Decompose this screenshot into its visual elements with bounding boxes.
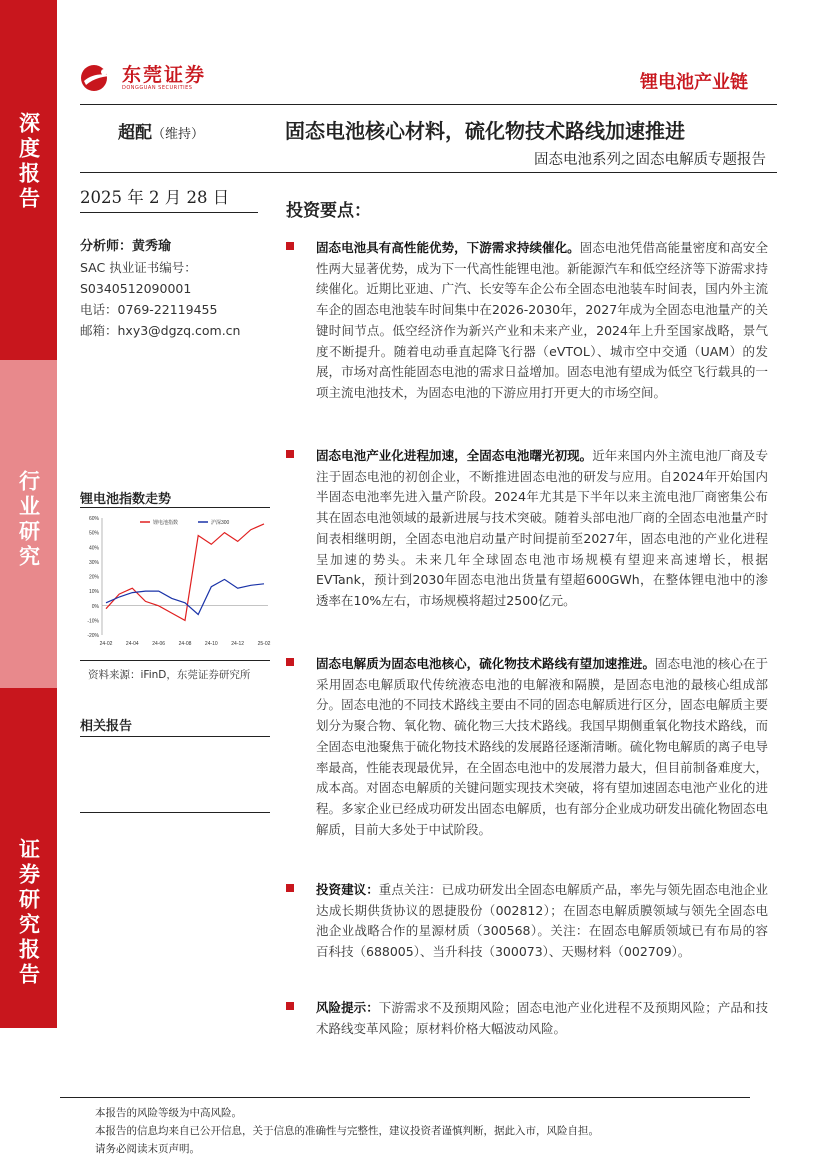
legend-label: 锂电池指数 (153, 520, 179, 526)
x-tick-label: 25-02 (257, 641, 271, 647)
analyst-email: 邮箱：hxy3@dgzq.com.cn (80, 323, 241, 338)
y-tick-label: -10% (87, 618, 99, 625)
chart-svg (80, 510, 273, 655)
x-tick-label: 24-04 (125, 641, 139, 647)
related-bottom-divider (80, 812, 270, 813)
point-industrialization (288, 446, 768, 612)
bullet-square-icon (286, 884, 294, 892)
point-body: 固态电池凭借高能量密度和高安全性两大显著优势，成为下一代高性能锂电池。新能源汽车和低空经济等下游需求持续催化。近期比亚迪、广汽、长安等车企公布全固态电池装车时间表，国内外主流车企的固态电池装车时间集中在2026-2030年，2027年成为全固态电池量产的关键时间节点。低空经济作为新兴产业和未来产业，2024年上升至国家战略，景气度不断提升。随着电动垂直起降飞行器（eVTOL）、城市空中交通（UAM）的发展，市场对高性能固态电池的需求日益增加。固态电池有望成为低空飞行载具的一项主流电池技术，为固态电池的下游应用打开更大的市场空间。 (316, 240, 768, 400)
footer-risk-level: 本报告的风险等级为中高风险。 (95, 1107, 242, 1119)
point-investment-advice (288, 880, 768, 963)
analyst-info (80, 236, 240, 341)
analyst-cert-label: SAC 执业证书编号： (80, 260, 197, 275)
sidebar-band-industry-research (0, 360, 57, 688)
y-tick-label: 30% (88, 559, 99, 566)
industry-rating (118, 118, 204, 143)
y-tick-label: -20% (87, 633, 99, 639)
chart-title: 锂电池指数走势 (80, 492, 172, 507)
date-divider (80, 212, 258, 213)
point-risk-warning (288, 998, 768, 1039)
sidebar-band-deep-report (0, 0, 57, 360)
point-body: 近年来国内外主流电池厂商及专注于固态电池的初创企业，不断推进固态电池的研发与应用。自2024年开始国内半固态电池率先进入量产阶段。2024年尤其是下半年以来主流电池厂商密集公布其在固态电池领域的最新进展与技术突破。随着头部电池厂商的全固态电池量产时间表相继明朗，全固态电池启动量产时间提前至2027年，固态电池的产业化进程呈加速的势头。未来几年全球固态电池市场规模有望迎来高速增长，根据EVTank，预计到2030年固态电池出货量有望超600GWh，在整体锂电池中的渗透率在10%左右，市场规模将超过2500亿元。 (316, 448, 768, 608)
point-lead: 固态电池具有高性能优势，下游需求持续催化。 (316, 240, 580, 255)
related-reports-title: 相关报告 (80, 719, 133, 734)
y-tick-label: 0% (91, 603, 99, 610)
sidebar-tag-securities-report: 证券研究报告 (16, 838, 41, 988)
bullet-square-icon (286, 1002, 294, 1010)
y-tick-label: 50% (88, 530, 99, 537)
footer-divider (60, 1097, 750, 1098)
bullet-square-icon (286, 242, 294, 250)
y-tick-label: 60% (88, 516, 99, 522)
company-logo (80, 64, 206, 92)
sidebar-band-securities-report (0, 688, 57, 1028)
y-tick-label: 40% (88, 545, 99, 552)
footer-info-source: 本报告的信息均来自已公开信息，关于信息的准确性与完整性，建议投资者谨慎判断，据此入市，风险自担。 (95, 1125, 599, 1137)
chart-bottom-divider (80, 660, 270, 661)
investment-points-title: 投资要点： (286, 201, 371, 221)
x-tick-label: 24-08 (178, 641, 192, 647)
lithium-index-chart (80, 510, 273, 655)
logo-chinese-name: 东莞证券 (122, 64, 207, 86)
footer-disclaimer (95, 1104, 599, 1158)
series-line-csi300 (106, 579, 264, 614)
report-subtitle: 固态电池系列之固态电解质专题报告 (534, 152, 766, 168)
bullet-square-icon (286, 658, 294, 666)
sidebar-tag-deep-report: 深度报告 (16, 112, 41, 212)
point-body: 固态电池的核心在于采用固态电解质取代传统液态电池的电解液和隔膜，是固态电池的最核心组成部分。固态电池的不同技术路线主要由不同的固态电解质进行区分，固态电解质主要划分为聚合物、氧化物、硫化物三大技术路线。我国早期侧重氧化物技术路线，而全固态电池聚焦于硫化物技术路线的发展路径逐渐清晰。硫化物电解质的离子电导率最高，性能表现最优异，在全固态电池中的发展潜力最大，但目前制备难度大，成本高。对固态电解质的关键问题实现技术突破，将有望加速固态电池产业化的进程。多家企业已经成功研发出固态电解质，也有部分企业成功研发出硫化物固态电解质，目前大多处于中试阶段。 (316, 656, 768, 837)
chart-source: 资料来源：iFinD，东莞证券研究所 (88, 669, 251, 681)
bullet-square-icon (286, 450, 294, 458)
rating-note: （维持） (152, 127, 205, 142)
y-tick-label: 20% (88, 574, 99, 581)
x-tick-label: 24-06 (152, 641, 166, 647)
point-lead: 投资建议： (316, 882, 379, 897)
analyst-phone: 电话：0769-22119455 (80, 302, 218, 317)
report-date: 2025 年 2 月 28 日 (80, 188, 230, 207)
sidebar-tag-industry-research: 行业研究 (16, 470, 41, 570)
point-high-performance (288, 238, 768, 404)
x-tick-label: 24-02 (99, 641, 113, 647)
header-divider (80, 104, 777, 105)
footer-read-statement: 请务必阅读末页声明。 (95, 1143, 200, 1155)
x-tick-label: 24-12 (231, 641, 245, 647)
y-tick-label: 10% (88, 589, 99, 596)
point-body: 重点关注：已成功研发出全固态电解质产品，率先与领先固态电池企业达成长期供货协议的恩捷股份（002812）；在固态电解质膜领域与领先全固态电池企业战略合作的星源材质（300568）。关注：在固态电解质领域已有布局的容百科技（688005）、当升科技（300073）、天赐材料（002709）。 (316, 882, 768, 960)
point-lead: 固态电池产业化进程加速，全固态电池曙光初现。 (316, 448, 593, 463)
subtitle-divider (80, 172, 777, 173)
industry-tag: 锂电池产业链 (640, 72, 748, 93)
rating-value: 超配 (118, 123, 152, 143)
analyst-name: 分析师：黄秀瑜 (80, 239, 172, 254)
logo-english-name: DONGGUAN SECURITIES (122, 85, 193, 91)
point-lead: 风险提示： (316, 1000, 379, 1015)
point-solid-electrolyte (288, 654, 768, 840)
point-body: 下游需求不及预期风险；固态电池产业化进程不及预期风险；产品和技术路线变革风险；原材料价格大幅波动风险。 (316, 1000, 768, 1036)
analyst-cert-number: S0340512090001 (80, 281, 192, 296)
dongguan-securities-logo-icon (80, 64, 116, 92)
legend-label: 沪深300 (211, 520, 230, 526)
point-lead: 固态电解质为固态电池核心，硫化物技术路线有望加速推进。 (316, 656, 656, 671)
report-title: 固态电池核心材料，硫化物技术路线加速推进 (285, 119, 685, 143)
related-top-divider (80, 736, 270, 737)
chart-top-divider (80, 507, 270, 508)
x-tick-label: 24-10 (204, 641, 218, 647)
